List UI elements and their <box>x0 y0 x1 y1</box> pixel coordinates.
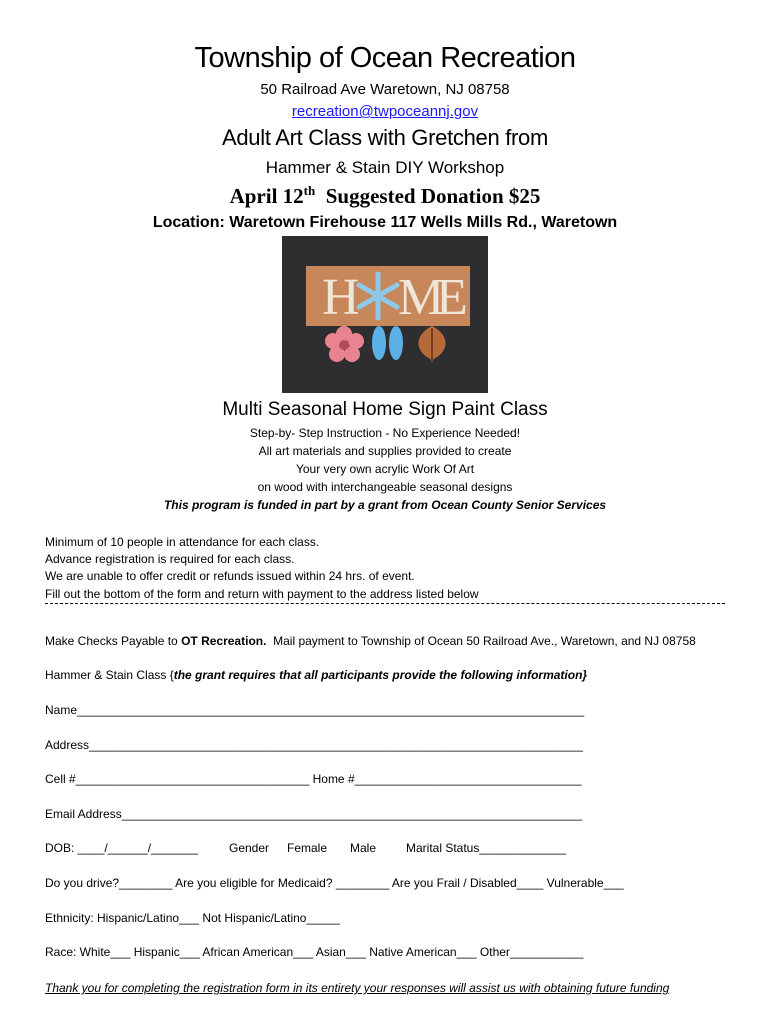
address-field[interactable]: Address__________________________________________________________________________ <box>45 738 583 752</box>
eligibility-questions[interactable]: Do you drive?________ Are you eligible for Medicaid? ________ Are you Frail / Disabled____ Vulnerable___ <box>45 876 624 890</box>
donation: Suggested Donation $25 <box>315 184 541 208</box>
sign-letter-h: H <box>322 269 360 326</box>
policy-line: We are unable to offer credit or refunds issued within 24 hrs. of event. <box>45 569 415 583</box>
home-sign-photo <box>282 236 488 393</box>
name-field[interactable]: Name____________________________________________________________________________ <box>45 703 585 717</box>
email-field[interactable]: Email Address_____________________________________________________________________ <box>45 807 583 821</box>
funding-note: This program is funded in part by a grant from Ocean County Senior Services <box>163 498 607 512</box>
gender-label: Gender <box>229 841 270 855</box>
policy-line: Minimum of 10 people in attendance for each class. <box>45 535 320 549</box>
event-date: April 12 <box>229 184 304 208</box>
event-title: Adult Art Class with Gretchen from <box>221 125 549 150</box>
sign-letter-m: M <box>398 269 445 326</box>
payee-name: OT Recreation. <box>181 634 267 648</box>
event-date-donation <box>0 183 770 209</box>
class-info-note <box>45 668 587 682</box>
flip-flops-icon <box>372 326 403 360</box>
event-location: Location: Waretown Firehouse 117 Wells Mills Rd., Waretown <box>152 214 618 231</box>
class-description-line: on wood with interchangeable seasonal designs <box>257 480 513 494</box>
sign-letter-e: E <box>436 269 468 326</box>
event-subtitle: Hammer & Stain DIY Workshop <box>265 158 505 177</box>
class-description-line: Step-by- Step Instruction - No Experience Needed! <box>249 426 521 440</box>
date-suffix: th <box>303 183 316 198</box>
ethnicity-field[interactable]: Ethnicity: Hispanic/Latino___ Not Hispanic/Latino_____ <box>45 911 340 925</box>
leaf-icon <box>418 326 445 362</box>
class-heading: Multi Seasonal Home Sign Paint Class <box>222 399 548 420</box>
class-description-line: All art materials and supplies provided to create <box>258 444 512 458</box>
payable-prefix: Make Checks Payable to <box>45 634 182 648</box>
cut-line-divider <box>45 603 725 604</box>
grant-requirement: the grant requires that all participants provide the following information} <box>173 668 588 682</box>
email-link[interactable]: recreation@twpoceannj.gov <box>291 103 479 120</box>
marital-status-field[interactable]: Marital Status_____________ <box>406 841 567 855</box>
gender-option-male[interactable]: Male <box>350 841 377 855</box>
dob-field[interactable]: DOB: ____/______/_______ <box>45 841 198 855</box>
flower-icon <box>325 326 364 362</box>
phone-fields[interactable]: Cell #___________________________________ Home #__________________________________ <box>45 772 582 786</box>
policy-line: Fill out the bottom of the form and return with payment to the address listed below <box>45 587 479 601</box>
class-description-line: Your very own acrylic Work Of Art <box>295 462 475 476</box>
policy-line: Advance registration is required for each class. <box>45 552 295 566</box>
gender-option-female[interactable]: Female <box>287 841 328 855</box>
payment-instructions <box>45 634 696 648</box>
class-label: Hammer & Stain Class { <box>45 668 174 682</box>
mailing-instructions: Mail payment to Township of Ocean 50 Railroad Ave., Waretown, and NJ 08758 <box>266 634 696 648</box>
page-title: Township of Ocean Recreation <box>194 42 576 74</box>
thank-you-note: Thank you for completing the registration form in its entirety your responses will assist us with obtaining future funding <box>45 981 670 995</box>
race-field[interactable]: Race: White___ Hispanic___ African American___ Asian___ Native American___ Other___________ <box>45 945 584 959</box>
home-sign-illustration <box>282 236 488 393</box>
organization-address: 50 Railroad Ave Waretown, NJ 08758 <box>260 81 510 98</box>
